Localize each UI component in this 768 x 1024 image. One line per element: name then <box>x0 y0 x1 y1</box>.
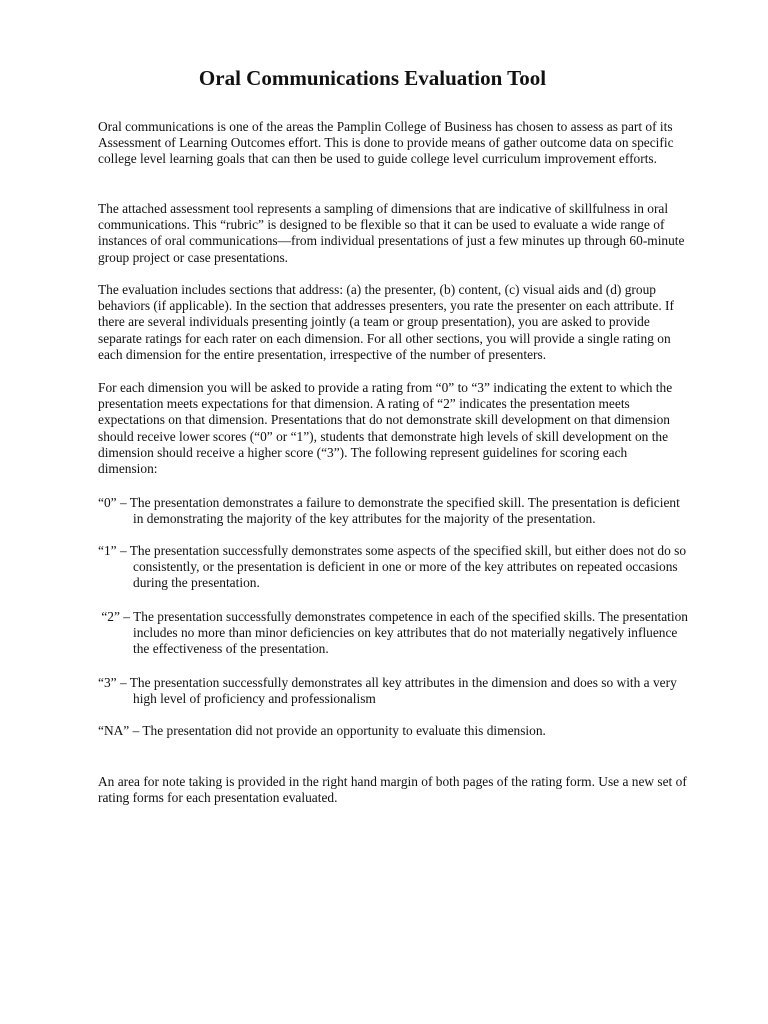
scale-description: – The presentation demonstrates a failure to demonstrate the specified skill. The presentation is deficient in demonstrating the majority of the key attributes for the majority of the presentation. <box>116 495 680 527</box>
scale-description: – The presentation successfully demonstrates some aspects of the specified skill, but either does not do so consistently, or the presentation is deficient in one or more of the key attributes on repeated occasions during the presentation. <box>116 543 687 591</box>
scale-label: “2” <box>98 609 120 624</box>
scale-item-3 <box>98 675 690 707</box>
scale-label: “3” <box>98 675 117 690</box>
scale-description: – The presentation did not provide an opportunity to evaluate this dimension. <box>129 723 546 738</box>
scale-label: “1” <box>98 543 117 558</box>
evaluation-sections-paragraph: The evaluation includes sections that address: (a) the presenter, (b) content, (c) visual aids and (d) group behaviors (if applicable). In the section that addresses presenters, you rate the presenter on each attribute. If there are several individuals presenting jointly (a team or group presentation), you are asked to provide separate ratings for each rater on each dimension. For all other sections, you will provide a single rating on each dimension for the entire presentation, irrespective of the number of presenters. <box>98 282 674 362</box>
assessment-tool-paragraph: The attached assessment tool represents a sampling of dimensions that are indicative of skillfulness in oral communications. This “rubric” is designed to be flexible so that it can be used to evaluate a wide range of instances of oral communications—from individual presentations of just a few minutes up through 60-minute group project or case presentations. <box>98 201 685 265</box>
scale-description: – The presentation successfully demonstrates competence in each of the specified skills. The presentation includes no more than minor deficiencies on key attributes that do not materially negatively influence the effectiveness of the presentation. <box>119 609 688 657</box>
scale-description: – The presentation successfully demonstrates all key attributes in the dimension and does so with a very high level of proficiency and professionalism <box>116 675 677 707</box>
note-taking-paragraph: An area for note taking is provided in the right hand margin of both pages of the rating form. Use a new set of rating forms for each presentation evaluated. <box>98 774 687 806</box>
scale-label: “NA” <box>98 723 130 738</box>
scale-item-na <box>98 723 690 739</box>
rating-scale-paragraph: For each dimension you will be asked to provide a rating from “0” to “3” indicating the extent to which the presentation meets expectations for that dimension. A rating of “2” indicates the presentation meets expectations on that dimension. Presentations that do not demonstrate skill development on that dimension should receive lower scores (“0” or “1”), students that demonstrate high levels of skill development on the dimension should receive a higher score (“3”). The following represent guidelines for scoring each dimension: <box>98 380 673 477</box>
scale-label: “0” <box>98 495 117 510</box>
page-title: Oral Communications Evaluation Tool <box>198 66 547 90</box>
intro-paragraph: Oral communications is one of the areas the Pamplin College of Business has chosen to assess as part of its Assessment of Learning Outcomes effort. This is done to provide means of gather outcome data on specific college level learning goals that can then be used to guide college level curriculum improvement efforts. <box>98 119 674 167</box>
scale-item-1 <box>98 543 690 592</box>
scale-item-2 <box>98 609 690 658</box>
scale-item-0 <box>98 495 690 527</box>
